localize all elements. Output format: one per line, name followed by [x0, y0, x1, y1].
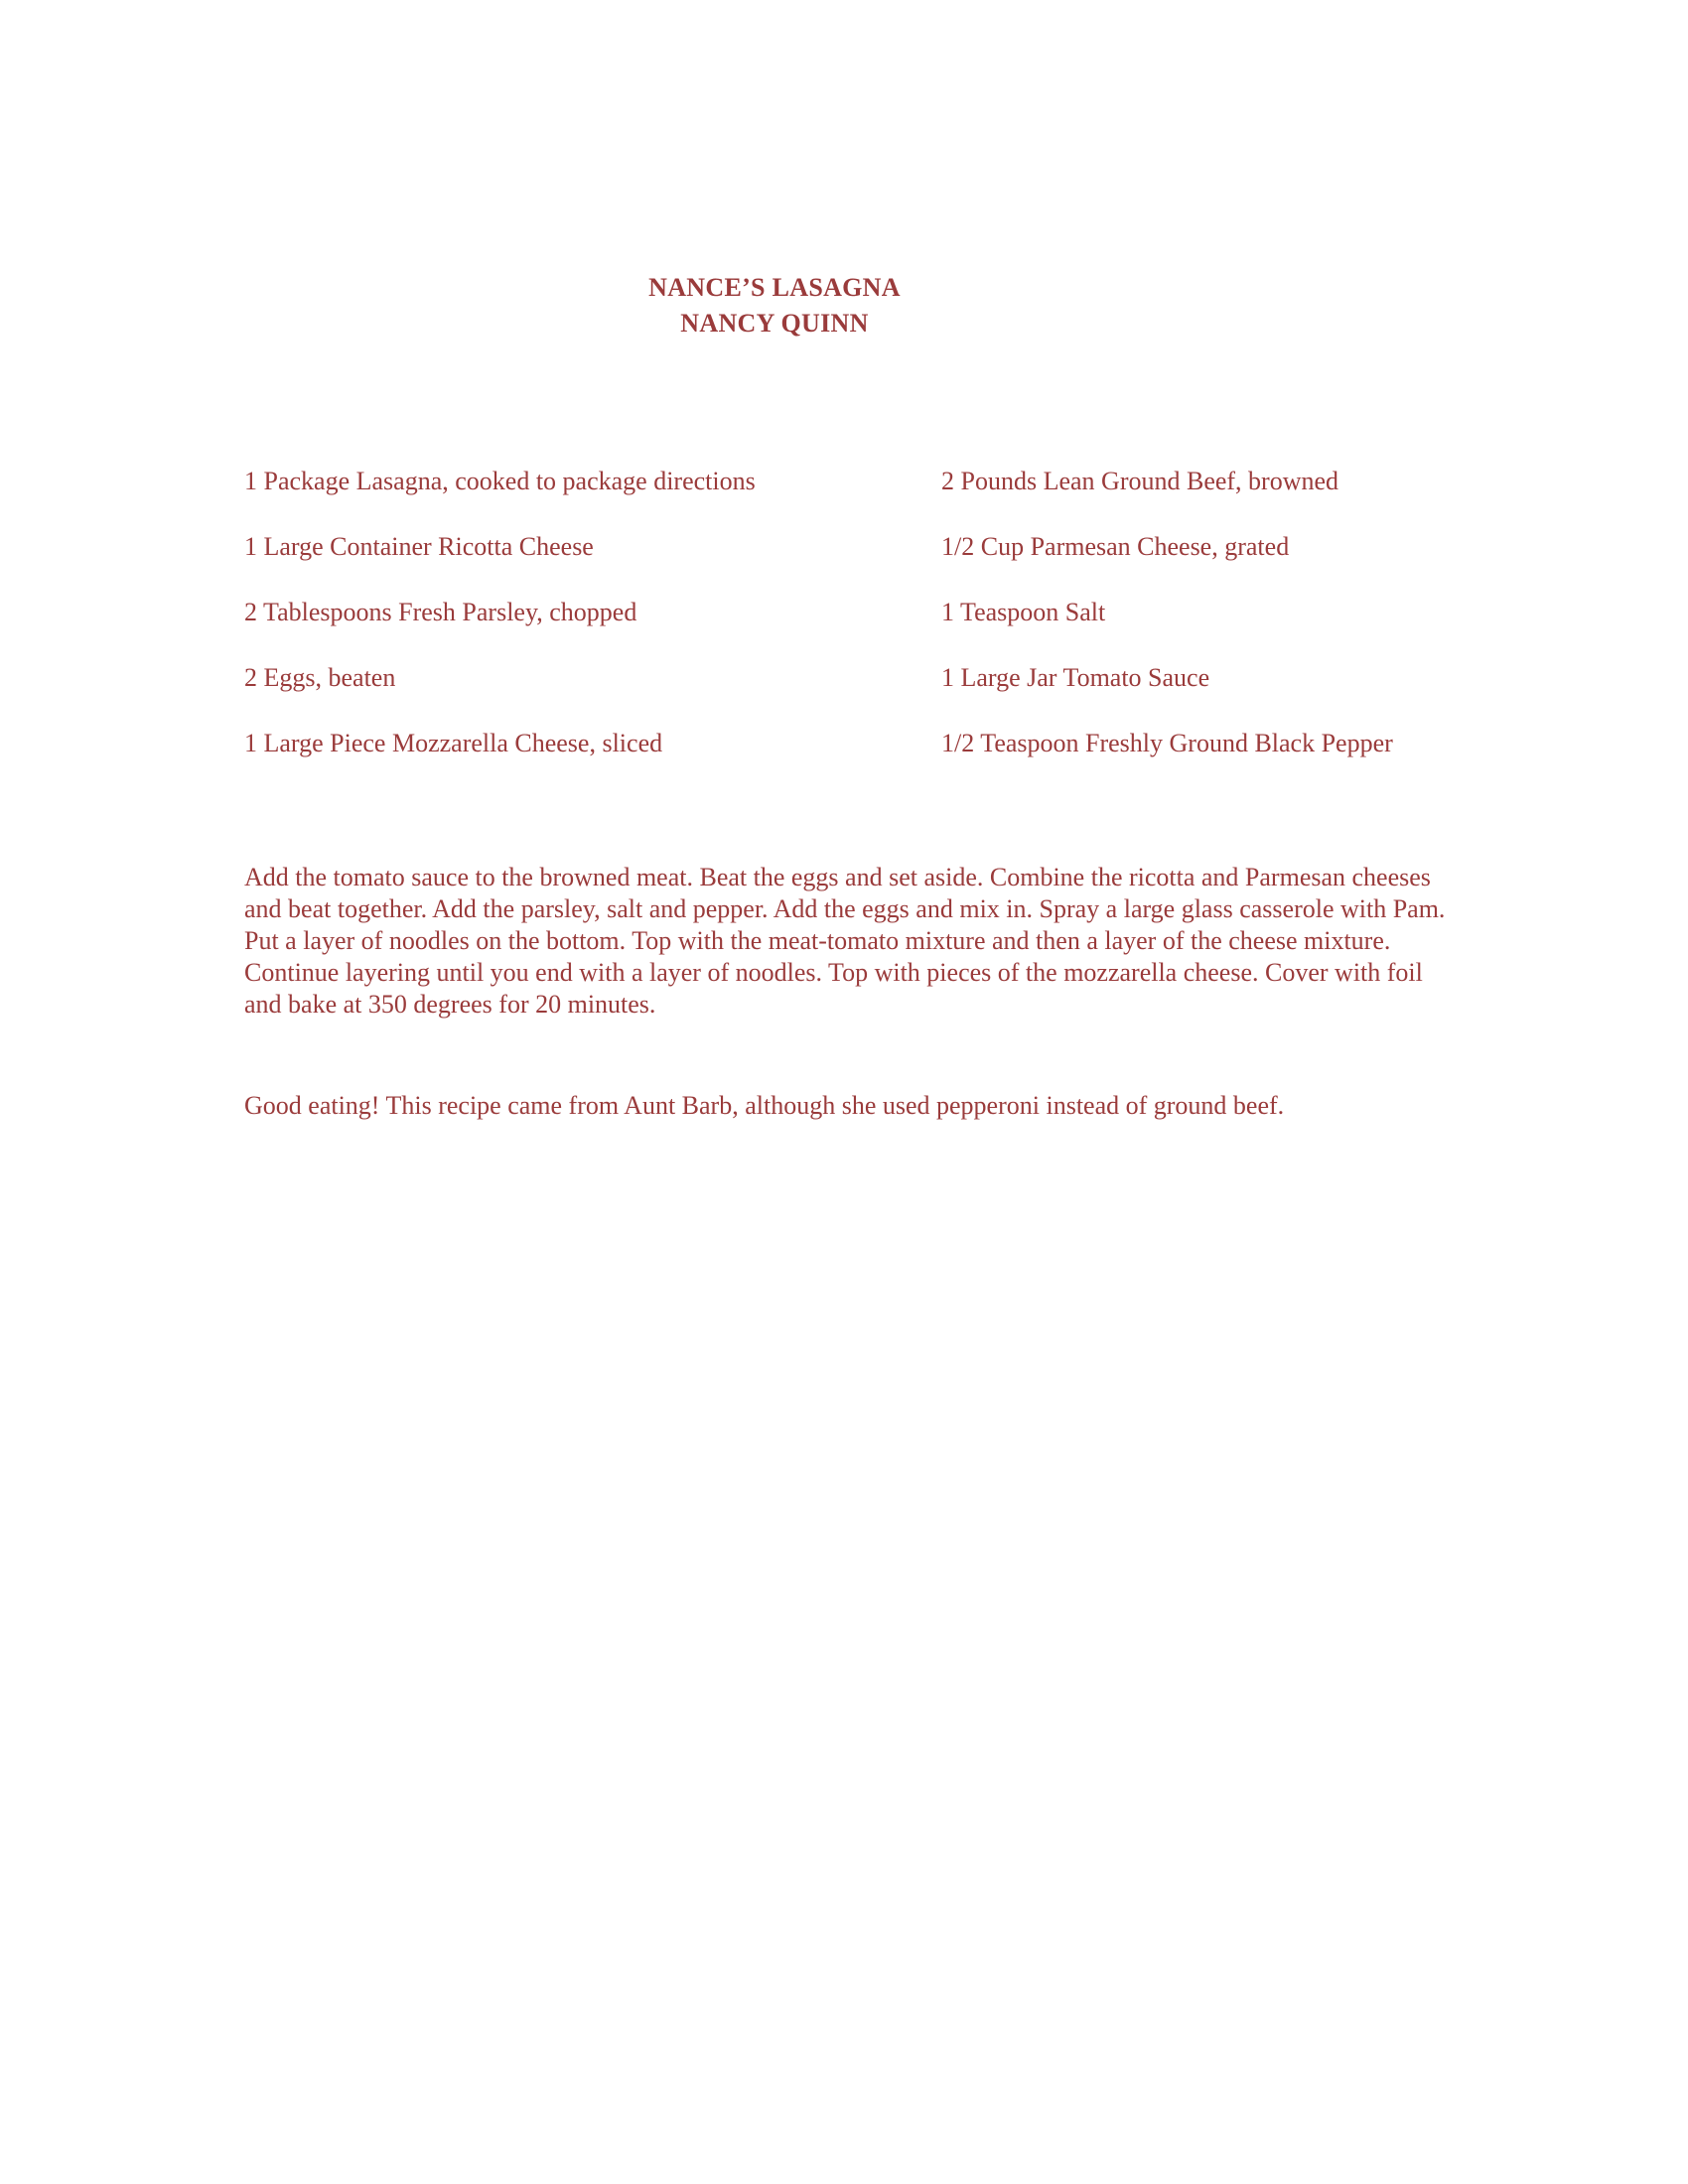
- ingredient-item: 1/2 Teaspoon Freshly Ground Black Pepper: [941, 729, 1393, 757]
- directions-paragraph: Add the tomato sauce to the browned meat. Beat the eggs and set aside. Combine the ricotta and Parmesan cheeses and beat together. Add the parsley, salt and pepper. Add the eggs and mix in. Spray a large glass casserole with Pam. Put a layer of noodles on the bottom. Top with the meat-tomato mixture and then a layer of the cheese mixture. Continue layering until you end with a layer of noodles. Top with pieces of the mozzarella cheese. Cover with foil and bake at 350 degrees for 20 minutes.: [244, 863, 1446, 1019]
- ingredient-item: 2 Eggs, beaten: [244, 663, 396, 692]
- ingredients-column-left: [244, 467, 919, 794]
- closing-note: Good eating! This recipe came from Aunt Barb, although she used pepperoni instead of ground beef.: [244, 1091, 1285, 1120]
- recipe-author: NANCY QUINN: [680, 309, 869, 338]
- ingredient-item: 1 Package Lasagna, cooked to package directions: [244, 467, 756, 495]
- recipe-header: [0, 270, 1549, 341]
- ingredient-item: 1 Large Container Ricotta Cheese: [244, 532, 594, 561]
- ingredient-item: 1 Large Piece Mozzarella Cheese, sliced: [244, 729, 663, 757]
- ingredients-list: [244, 467, 1466, 784]
- ingredient-item: 2 Pounds Lean Ground Beef, browned: [941, 467, 1339, 495]
- recipe-title: NANCE’S LASAGNA: [648, 273, 901, 302]
- ingredient-item: 1 Teaspoon Salt: [941, 598, 1106, 626]
- ingredients-column-right: [941, 467, 1617, 794]
- ingredient-item: 2 Tablespoons Fresh Parsley, chopped: [244, 598, 637, 626]
- ingredient-item: 1/2 Cup Parmesan Cheese, grated: [941, 532, 1290, 561]
- ingredient-item: 1 Large Jar Tomato Sauce: [941, 663, 1210, 692]
